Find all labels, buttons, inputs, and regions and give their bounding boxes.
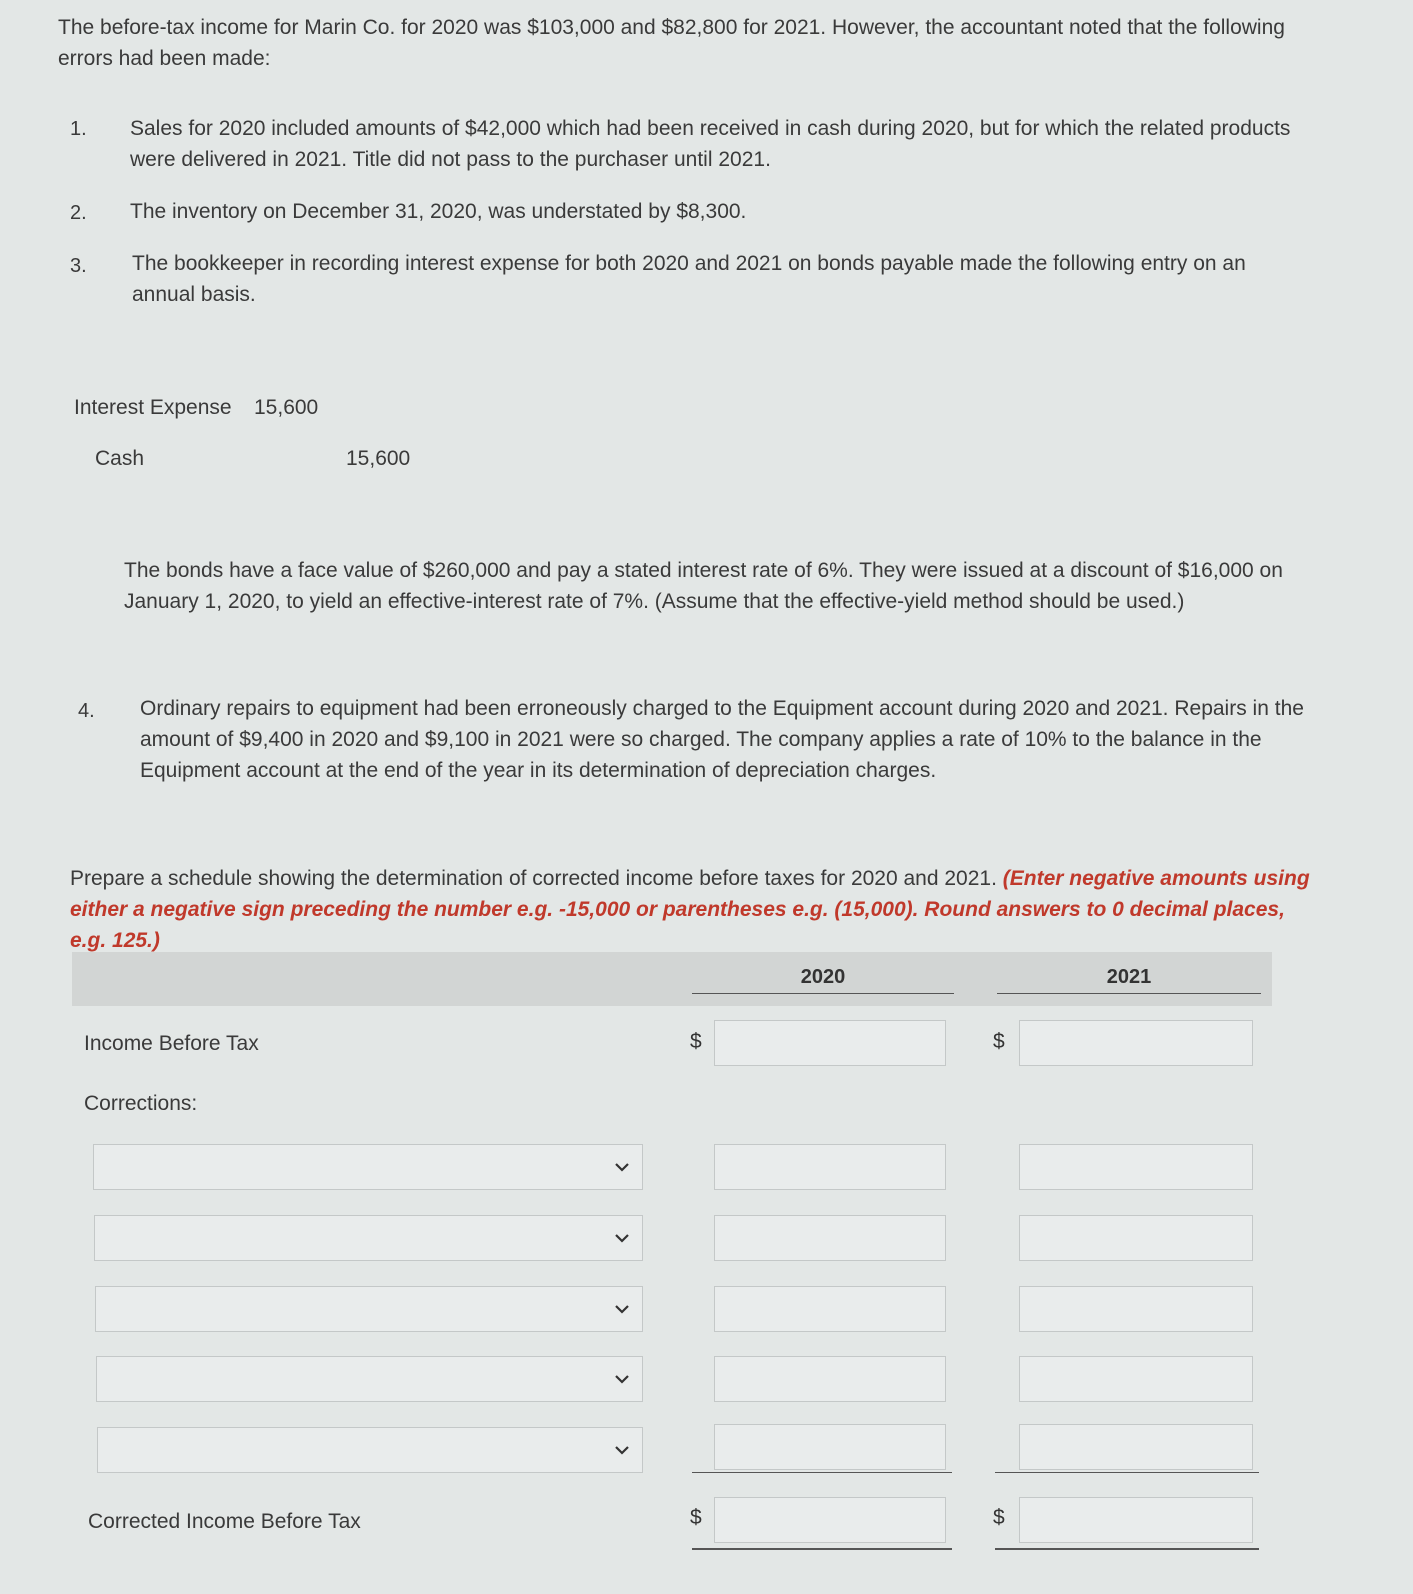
intro-text: The before-tax income for Marin Co. for 2020 was $103,000 and $82,800 for 2021. However, the accountant noted that the following errors had been made: [58, 16, 1285, 70]
instruction [70, 863, 1310, 956]
item-text: Sales for 2020 included amounts of $42,000 which had been received in cash during 2020, but for which the related products were delivered in 2021. Title did not pass to the purchaser until 2021. [130, 117, 1291, 171]
instruction-note: (Enter negative amounts using either a negative sign preceding the number e.g. -15,000 or parentheses e.g. (15,000). Round answers to 0 decimal places, e.g. 125.) [70, 867, 1310, 952]
chevron-down-icon [612, 1369, 632, 1389]
correction-select[interactable] [95, 1286, 643, 1332]
item-text: Ordinary repairs to equipment had been erroneously charged to the Equipment account during 2020 and 2021. Repairs in the amount of $9,400 in 2020 and $9,100 in 2021 were so charged. The company applies a rate of 10% to the balance in the Equipment account at the end of the year in its determination of depreciation charges. [140, 697, 1304, 782]
journal-credit-account: Cash [95, 447, 145, 470]
correction-2021-input[interactable] [1019, 1215, 1253, 1261]
chevron-down-icon [612, 1228, 632, 1248]
column-header-2020: 2020 [692, 966, 954, 994]
correction-2021-input[interactable] [1019, 1424, 1253, 1470]
currency-symbol: $ [690, 1506, 702, 1529]
instruction-text: Prepare a schedule showing the determination of corrected income before taxes for 2020 and 2021. [70, 867, 997, 890]
chevron-down-icon [612, 1440, 632, 1460]
subtotal-rule [995, 1472, 1259, 1473]
currency-symbol: $ [690, 1030, 702, 1053]
corrected-2021-input[interactable] [1019, 1497, 1253, 1543]
correction-select[interactable] [97, 1427, 643, 1473]
income-2021-input[interactable] [1019, 1020, 1253, 1066]
journal-debit-account: Interest Expense [74, 396, 232, 419]
item-number: 1. [70, 118, 87, 140]
total-rule [692, 1548, 952, 1550]
correction-2020-input[interactable] [714, 1144, 946, 1190]
currency-symbol: $ [993, 1506, 1005, 1529]
bond-note: The bonds have a face value of $260,000 and pay a stated interest rate of 6%. They were issued at a discount of $16,000 on January 1, 2020, to yield an effective-interest rate of 7%. (Assume that the effective-yield method should be used.) [124, 559, 1283, 613]
item-number: 4. [78, 700, 95, 722]
item-number: 2. [70, 202, 87, 224]
income-before-tax-label: Income Before Tax [84, 1032, 259, 1055]
correction-2021-input[interactable] [1019, 1356, 1253, 1402]
total-rule [995, 1548, 1259, 1550]
column-header-2021: 2021 [997, 966, 1261, 994]
item-number: 3. [70, 255, 87, 277]
correction-2020-input[interactable] [714, 1215, 946, 1261]
correction-2021-input[interactable] [1019, 1286, 1253, 1332]
income-2020-input[interactable] [714, 1020, 946, 1066]
item-text: The inventory on December 31, 2020, was understated by $8,300. [130, 200, 747, 223]
corrected-income-label: Corrected Income Before Tax [88, 1510, 361, 1533]
correction-2020-input[interactable] [714, 1424, 946, 1470]
correction-select[interactable] [94, 1215, 643, 1261]
correction-2020-input[interactable] [714, 1286, 946, 1332]
chevron-down-icon [612, 1157, 632, 1177]
currency-symbol: $ [993, 1030, 1005, 1053]
journal-credit-amount: 15,600 [346, 447, 411, 470]
subtotal-rule [692, 1472, 952, 1473]
correction-select[interactable] [96, 1356, 643, 1402]
chevron-down-icon [612, 1299, 632, 1319]
item-text: The bookkeeper in recording interest expense for both 2020 and 2021 on bonds payable made the following entry on an annual basis. [132, 252, 1246, 306]
correction-2021-input[interactable] [1019, 1144, 1253, 1190]
corrections-label: Corrections: [84, 1092, 198, 1115]
journal-debit-amount: 15,600 [254, 396, 319, 419]
correction-select[interactable] [93, 1144, 643, 1190]
correction-2020-input[interactable] [714, 1356, 946, 1402]
corrected-2020-input[interactable] [714, 1497, 946, 1543]
